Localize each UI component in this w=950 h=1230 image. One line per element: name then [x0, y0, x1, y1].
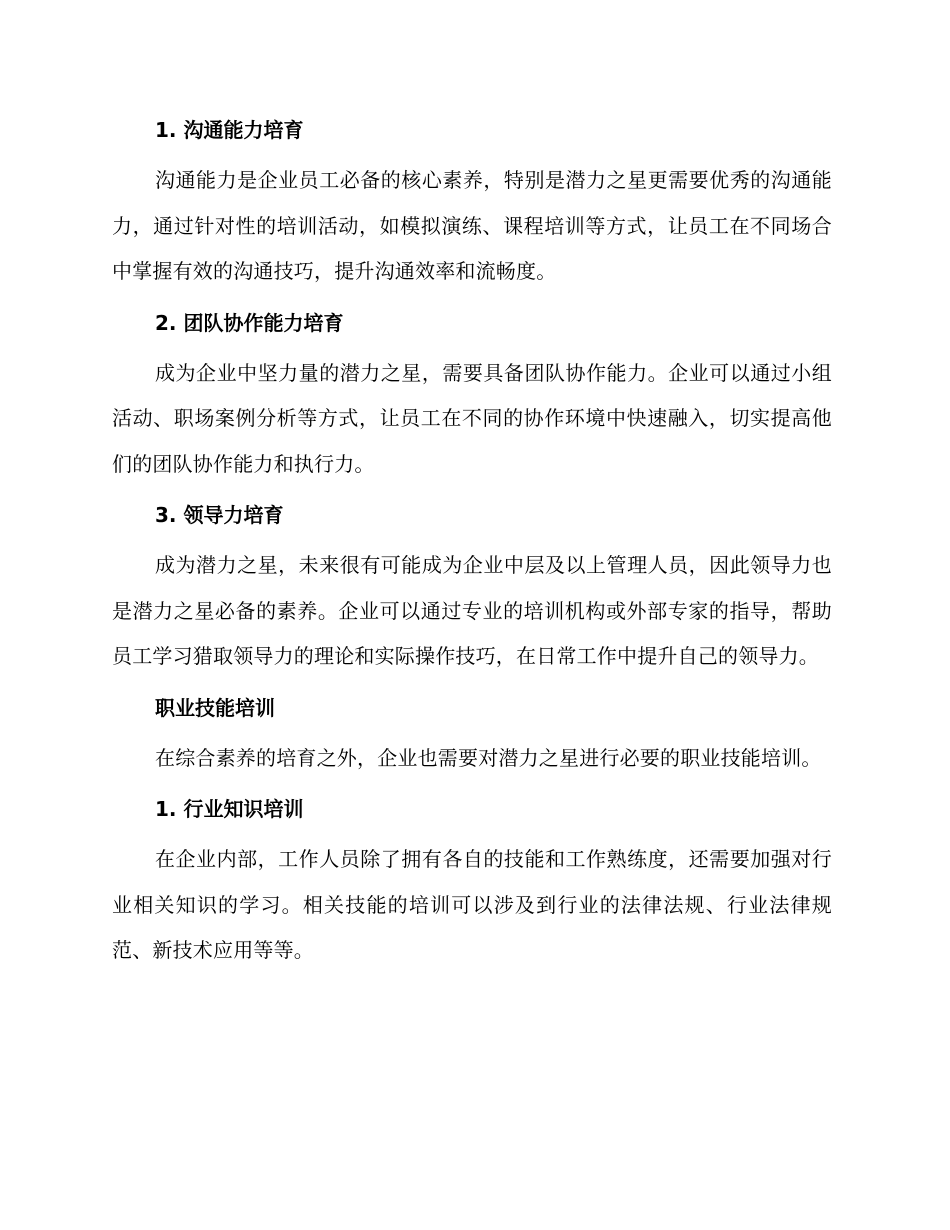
section-heading-leadership: 3. 领导力培育 [155, 503, 284, 527]
section-heading-vocational-skills: 职业技能培训 [155, 695, 275, 720]
section-heading-communication: 1. 沟通能力培育 [155, 118, 304, 142]
section-heading-industry-knowledge: 1. 行业知识培训 [155, 797, 304, 821]
document-body [112, 112, 832, 984]
section-paragraph-teamwork: 成为企业中坚力量的潜力之星，需要具备团队协作能力。企业可以通过小组活动、职场案例分析等方式，让员工在不同的协作环境中快速融入，切实提高他们的团队协作能力和执行力。 [112, 360, 832, 476]
section-heading-teamwork: 2. 团队协作能力培育 [155, 310, 344, 335]
section-paragraph-vocational-skills: 在综合素养的培育之外，企业也需要对潜力之星进行必要的职业技能培训。 [155, 745, 822, 770]
section-paragraph-leadership: 成为潜力之星，未来很有可能成为企业中层及以上管理人员，因此领导力也是潜力之星必备的素养。企业可以通过专业的培训机构或外部专家的指导，帮助员工学习猎取领导力的理论和实际操作技巧，在日常工作中提升自己的领导力。 [112, 553, 832, 668]
section-paragraph-communication: 沟通能力是企业员工必备的核心素养，特别是潜力之星更需要优秀的沟通能力，通过针对性的培训活动，如模拟演练、课程培训等方式，让员工在不同场合中掌握有效的沟通技巧，提升沟通效率和流畅度。 [112, 168, 832, 283]
section-paragraph-industry-knowledge: 在企业内部，工作人员除了拥有各自的技能和工作熟练度，还需要加强对行业相关知识的学习。相关技能的培训可以涉及到行业的法律法规、行业法律规范、新技术应用等等。 [112, 847, 832, 962]
